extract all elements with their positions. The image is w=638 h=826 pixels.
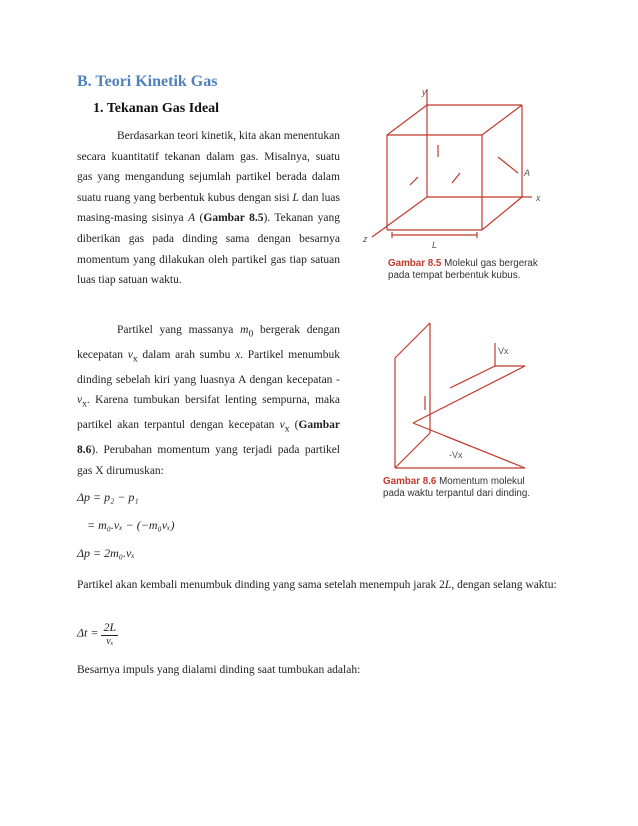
paragraph2-text-f: (: [289, 419, 299, 432]
z-axis-label: z: [363, 234, 368, 244]
molecule-arrow-3: [410, 177, 418, 185]
area-pointer: [498, 157, 518, 173]
wall-top-edge: [395, 323, 430, 358]
incoming-vector: [445, 436, 470, 446]
equation-delta-p: Δp = p₂ − p₁: [77, 490, 139, 504]
paragraph1-text-b: dan luas masing-masing sisinya: [77, 191, 340, 225]
figure-8-5-caption-number: Gambar 8.5: [388, 258, 442, 269]
length-label: L: [432, 240, 438, 250]
equation-delta-t: [77, 620, 118, 647]
paragraph1-text-a: Berdasarkan teori kinetik, kita akan menentukan secara kuantitatif tekanan dalam gas. Misalnya, suatu gas yang mengandung sejumlah partikel berada dalam suatu ruang yang berbentuk kubus dengan sisi: [77, 130, 340, 204]
paragraph2-sub-x-2: x: [82, 398, 87, 410]
neg-vx-label: -Vx: [449, 450, 463, 460]
figure-ref-8-5: Gambar 8.5: [203, 212, 264, 225]
equation-momentum-difference: = m₀.vₓ − (−m₀vₓ): [87, 518, 175, 532]
paragraph2-var-m: m: [240, 324, 249, 336]
area-label: A: [524, 168, 531, 178]
cube-top-left-edge: [387, 105, 427, 135]
figure-8-6-caption-number: Gambar 8.6: [383, 476, 437, 487]
paragraph-impulse: Besarnya impuls yang dialami dinding saat tumbukan adalah:: [77, 664, 361, 676]
paragraph-return-time: [77, 575, 561, 596]
paragraph2-text-g: ). Perubahan momentum yang terjadi pada partikel gas X dirumuskan:: [77, 444, 340, 477]
x-axis-label: x: [536, 193, 541, 203]
paragraph1-var-a: A: [188, 212, 196, 225]
paragraph2-var-x: x: [235, 348, 241, 361]
paragraph2-sub-0: 0: [248, 328, 254, 340]
reflection-lines: [395, 323, 525, 468]
z-axis: [372, 197, 427, 237]
paragraph2-text-b: bergerak dengan kecepatan: [77, 324, 340, 361]
cube-lines: [372, 89, 532, 238]
paragraph3-text-b: , dengan selang waktu:: [451, 579, 557, 591]
subsection-title: 1. Tekanan Gas Ideal: [93, 101, 220, 116]
y-axis-label: y: [422, 87, 427, 97]
figure-8-5-caption: [388, 258, 538, 281]
cube-top-right-edge: [482, 105, 522, 135]
paragraph1-var-l: L: [292, 191, 299, 204]
paragraph2-text-e: . Karena tumbukan bersifat lenting sempurna, maka partikel akan terpantul dengan kecepatan: [77, 394, 340, 432]
paragraph2-sub-x: x: [132, 353, 138, 365]
paragraph2-var-v-2: v: [77, 394, 83, 407]
paragraph2-text-c: dalam arah sumbu: [137, 348, 236, 361]
equation-delta-p-result: Δp = 2m₀.vₓ: [77, 546, 135, 560]
molecule-arrow-2: [452, 173, 460, 183]
paragraph2-text-d: . Partikel menumbuk dinding sebelah kiri yang luasnya A dengan kecepatan -: [77, 348, 341, 386]
equation-delta-t-fraction: [101, 620, 118, 647]
figure-8-6-caption: [383, 476, 543, 499]
wall-bottom-edge: [395, 433, 430, 468]
fraction-denominator: vₓ: [106, 636, 114, 647]
paragraph3-text-a: Partikel akan kembali menumbuk dinding yang sama setelah menempuh jarak 2: [77, 579, 445, 591]
paragraph2-var-v-3: v: [279, 419, 285, 432]
paragraph2-sub-x-3: x: [284, 423, 290, 435]
fraction-numerator: 2L: [103, 620, 117, 634]
equation-delta-t-lhs: Δt =: [77, 625, 99, 640]
figure-cube-diagram: [360, 85, 550, 255]
paragraph-cube-intro: [77, 126, 340, 291]
figure-8-6-caption-text: Momentum molekul pada waktu terpantul dari dinding.: [383, 476, 531, 499]
figure-8-5-caption-text: Molekul gas bergerak pada tempat berbentuk kubus.: [388, 258, 538, 281]
section-title: B. Teori Kinetik Gas: [77, 73, 218, 90]
vx-label: Vx: [498, 346, 509, 356]
paragraph1-text-d: ). Tekanan yang diberikan gas pada dinding sama dengan besarnya momentum yang dilakukan oleh partikel gas tiap satuan luas tiap satuan waktu.: [77, 212, 340, 287]
cube-bottom-right-edge: [482, 197, 522, 230]
paragraph2-var-v: v: [127, 348, 133, 361]
paragraph2-text-a: Partikel yang massanya: [117, 324, 241, 336]
figure-ref-8-6: Gambar 8.6: [77, 419, 340, 457]
paragraph1-text-c: (: [195, 212, 204, 225]
paragraph3-var-l: L: [444, 579, 452, 591]
figure-reflection-diagram: [385, 318, 535, 470]
paragraph-particle-motion: [77, 320, 340, 481]
